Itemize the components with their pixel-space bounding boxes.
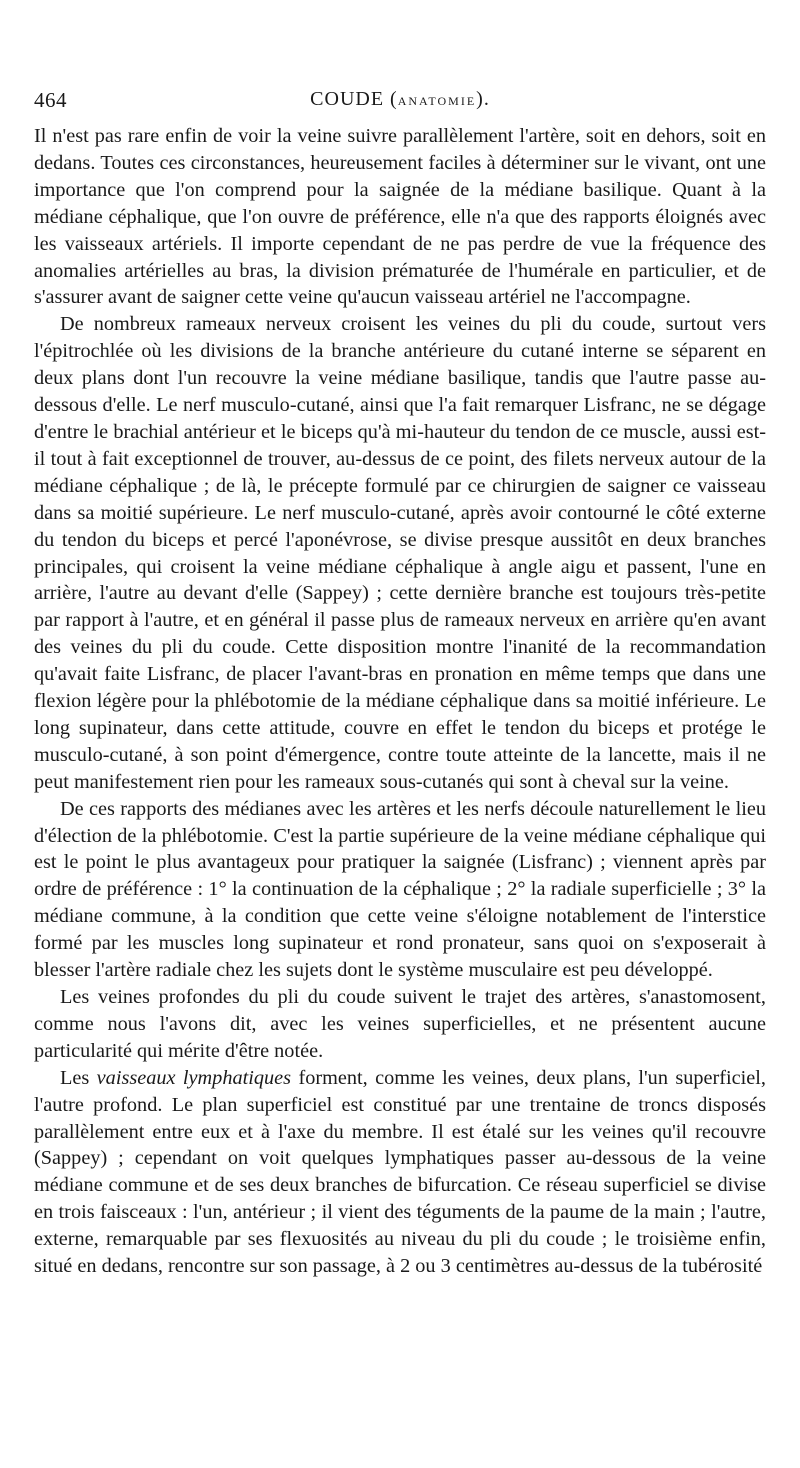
running-title-close: ). xyxy=(476,88,490,110)
paragraph: Il n'est pas rare enfin de voir la veine suivre parallèlement l'artère, soit en dehors, soit en dedans. Toutes ces circonstances, heureusement faciles à déterminer sur le vivant, ont une importance que l'on comprend pour la saignée de la médiane basilique. Quant à la médiane céphalique, que l'on ouvre de préférence, elle n'a que des rapports éloignés avec les vaisseaux artériels. Il importe cependant de ne pas perdre de vue la fréquence des anomalies artérielles au bras, la division prématurée de l'humérale en particulier, et de s'assurer avant de saigner cette veine qu'aucun vaisseau artériel ne l'accompagne. xyxy=(34,125,766,309)
paragraph: De ces rapports des médianes avec les artères et les nerfs découle naturellement le lieu d'élection de la phlébotomie. C'est la partie supérieure de la veine médiane céphalique qui est le point le plus avantageux pour pratiquer la saignée (Lisfranc) ; viennent après par ordre de préférence : 1° la continuation de la céphalique ; 2° la radiale superficielle ; 3° la médiane commune, à la condition que cette veine s'éloigne notablement de l'interstice formé par les muscles long supinateur et rond pronateur, sans quoi on s'exposerait à blesser l'artère radiale chez les sujets dont le système musculaire est peu développé. xyxy=(34,797,766,982)
paragraph-rest: forment, comme les veines, deux plans, l'un superficiel, l'autre profond. Le plan superficiel est constitué par une trentaine de troncs disposés parallèlement entre eux et à l'axe du membre. Il est étalé sur les veines qu'il recouvre (Sappey) ; cependant on voit quelques lymphatiques passer au-dessous de la veine médiane commune et de ses deux branches de bifurcation. Ce réseau superficiel se divise en trois faisceaux : l'un, antérieur ; il vient des téguments de la paume de la main ; l'autre, externe, remarquable par ses flexuosités au niveau du pli du coude ; le troisième enfin, situé en dedans, rencontre sur son passage, à 2 ou 3 centimètres au-dessus de la tubérosité xyxy=(34,1066,767,1278)
running-header xyxy=(34,88,766,118)
running-title xyxy=(34,88,766,111)
paragraph-lead: Les xyxy=(60,1066,97,1089)
paragraph: Les veines profondes du pli du coude suivent le trajet des artères, s'anastomosent, comme nous l'avons dit, avec les veines superficielles, et ne présentent aucune particularité qui mérite d'être notée. xyxy=(34,986,766,1062)
paragraph: De nombreux rameaux nerveux croisent les veines du pli du coude, surtout vers l'épitrochlée où les divisions de la branche antérieure du cutané interne se séparent en deux plans dont l'un recouvre la veine médiane basilique, tandis que l'autre passe au-dessous d'elle. Le nerf musculo-cutané, ainsi que l'a fait remarquer Lisfranc, ne se dégage d'entre le brachial antérieur et le biceps qu'à mi-hauteur du tendon de ce muscle, aussi est-il tout à fait exceptionnel de trouver, au-dessus de ce point, des filets nerveux autour de la médiane céphalique ; de là, le précepte formulé par ce chirurgien de saigner ce vaisseau dans sa moitié supérieure. Le nerf musculo-cutané, après avoir contourné le côté externe du tendon du biceps et percé l'aponévrose, se divise presque aussitôt en deux branches principales, qui croisent la veine médiane céphalique à angle aigu et passent, l'une en arrière, l'autre au devant d'elle (Sappey) ; cette dernière branche est toujours très-petite par rapport à l'autre, et en général il passe plus de rameaux nerveux en arrière qu'en avant des veines du pli du coude. Cette disposition montre l'inanité de la recommandation qu'avait faite Lisfranc, de placer l'avant-bras en pronation en même temps que dans une flexion légère pour la phlébotomie de la médiane céphalique dans sa moitié inférieure. Le long supinateur, dans cette attitude, couvre en effet le tendon du biceps et protége le musculo-cutané, à son point d'émergence, contre toute atteinte de la lancette, mais il ne peut manifestement rien pour les rameaux sous-cutanés qui sont à cheval sur la veine. xyxy=(34,313,766,793)
running-title-open: ( xyxy=(384,88,398,110)
page-number: 464 xyxy=(34,88,67,112)
running-title-section: ANATOMIE xyxy=(397,94,477,108)
emphasis-term: vaisseaux lymphatiques xyxy=(96,1066,292,1089)
body-text xyxy=(34,123,766,1280)
running-title-main: COUDE xyxy=(310,88,385,110)
paragraph-lymphatics xyxy=(34,1065,766,1280)
